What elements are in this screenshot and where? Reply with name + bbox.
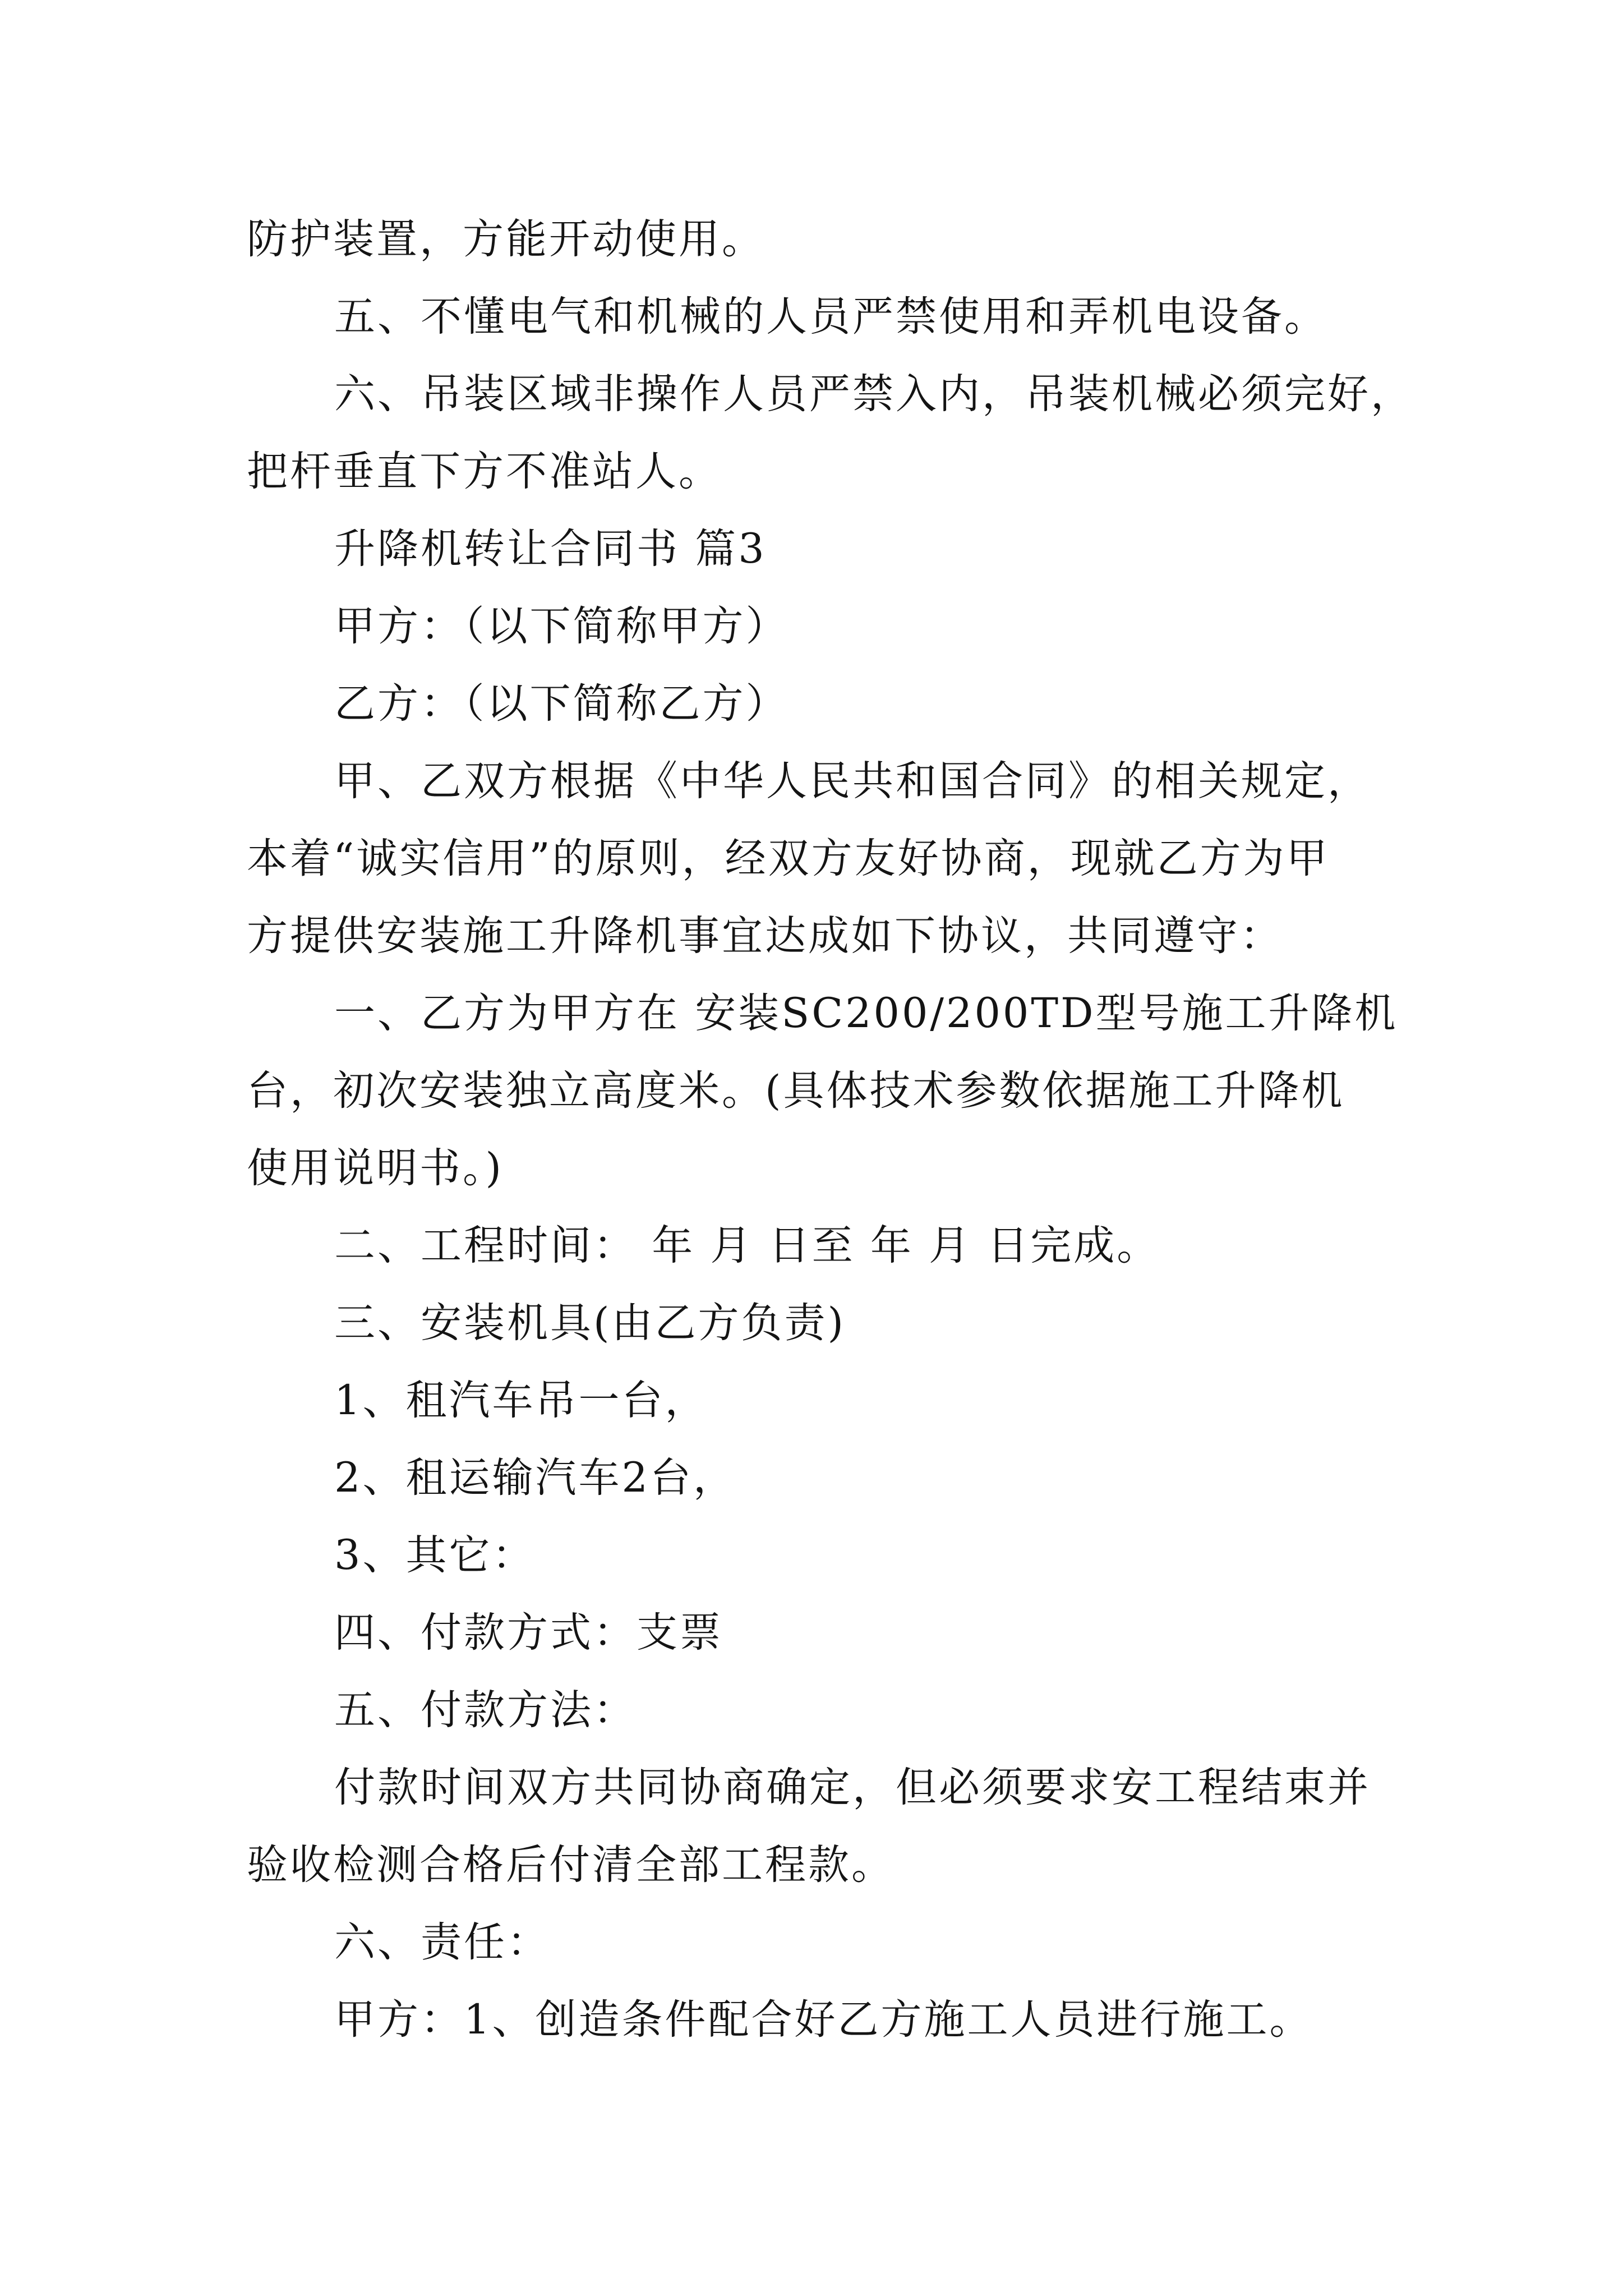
text-line: 四、付款方式：支票 bbox=[334, 1609, 723, 1657]
text-line: 台，初次安装独立高度米。(具体技术参数依据施工升降机 bbox=[247, 1067, 1345, 1115]
text-line: 二、工程时间： 年 月 日至 年 月 日完成。 bbox=[334, 1222, 1160, 1269]
text-line: 2、租运输汽车2台， bbox=[334, 1454, 736, 1502]
text-line: 六、责任： bbox=[334, 1918, 550, 1966]
text-line: 验收检测合格后付清全部工程款。 bbox=[247, 1841, 895, 1889]
text-line: 防护装置，方能开动使用。 bbox=[247, 215, 765, 263]
text-line: 六、吊装区域非操作人员严禁入内，吊装机械必须完好， bbox=[334, 370, 1414, 418]
text-line: 1、租汽车吊一台， bbox=[334, 1377, 708, 1424]
text-line: 3、其它： bbox=[334, 1531, 536, 1579]
text-line: 甲方：1、创造条件配合好乙方施工人员进行施工。 bbox=[334, 1996, 1313, 2044]
text-line: 本着“诚实信用”的原则，经双方友好协商，现就乙方为甲 bbox=[247, 835, 1330, 882]
text-line: 方提供安装施工升降机事宜达成如下协议，共同遵守： bbox=[247, 912, 1283, 960]
text-line: 五、付款方法： bbox=[334, 1686, 637, 1734]
text-line: 乙方：（以下简称乙方） bbox=[334, 680, 789, 728]
text-line: 五、不懂电气和机械的人员严禁使用和弄机电设备。 bbox=[334, 293, 1327, 341]
text-line: 付款时间双方共同协商确定，但必须要求安工程结束并 bbox=[334, 1764, 1371, 1811]
section-heading: 升降机转让合同书 篇3 bbox=[334, 525, 767, 573]
text-line: 使用说明书。) bbox=[247, 1144, 504, 1192]
text-line: 甲方：（以下简称甲方） bbox=[334, 602, 789, 650]
text-line: 甲、乙双方根据《中华人民共和国合同》的相关规定， bbox=[334, 757, 1371, 805]
text-line: 把杆垂直下方不准站人。 bbox=[247, 448, 722, 495]
text-line: 三、安装机具(由乙方负责) bbox=[334, 1299, 846, 1347]
text-line: 一、乙方为甲方在 安装SC200/200TD型号施工升降机 bbox=[334, 990, 1398, 1037]
